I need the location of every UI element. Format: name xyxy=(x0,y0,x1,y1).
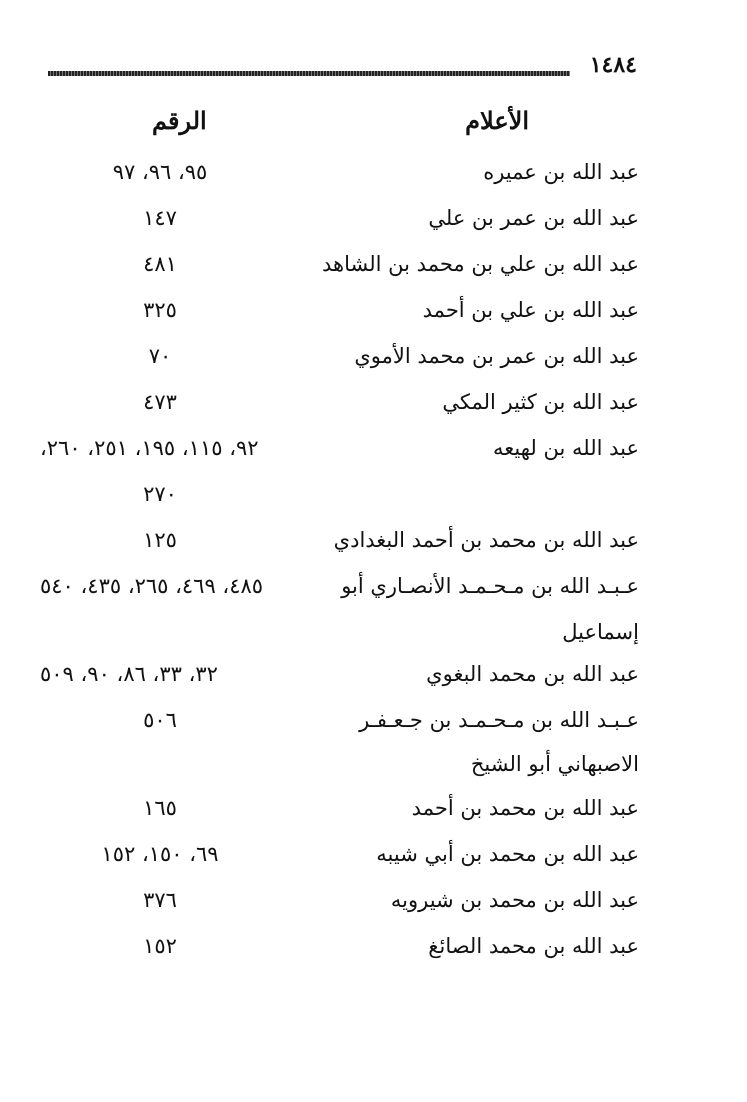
index-row xyxy=(0,620,747,660)
entry-name: عبد الله بن عمر بن علي xyxy=(428,206,639,230)
entry-numbers: ٣٢٥ xyxy=(143,298,177,322)
entry-numbers: ١٢٥ xyxy=(143,528,177,552)
index-row xyxy=(0,252,747,292)
index-row xyxy=(0,934,747,974)
entry-name: عبد الله بن محمد بن أحمد xyxy=(411,796,639,820)
index-row xyxy=(0,482,747,522)
entry-name: عـبـد الله بن مـحـمـد بن جـعـفـر xyxy=(359,708,639,732)
entry-name: عبد الله بن محمد بن أحمد البغدادي xyxy=(333,528,639,552)
index-row xyxy=(0,752,747,792)
index-row xyxy=(0,298,747,338)
entry-name: عبد الله بن عميره xyxy=(483,160,639,184)
entry-numbers: ٧٠ xyxy=(148,344,172,368)
entry-numbers: ٤٨١ xyxy=(143,252,177,276)
index-row xyxy=(0,436,747,476)
entry-name: عبد الله بن كثير المكي xyxy=(442,390,639,414)
entry-name: عبد الله بن علي بن أحمد xyxy=(422,298,639,322)
entry-numbers: ٤٧٣ xyxy=(143,390,177,414)
entry-numbers: ١٤٧ xyxy=(143,206,177,230)
index-row xyxy=(0,888,747,928)
entry-numbers: ٥٠٦ xyxy=(143,708,177,732)
index-row xyxy=(0,528,747,568)
index-row xyxy=(0,574,747,614)
page-number: ١٤٨٤ xyxy=(589,52,637,78)
entry-name: عبد الله بن محمد البغوي xyxy=(426,662,639,686)
header-rule xyxy=(48,71,570,76)
index-row xyxy=(0,390,747,430)
index-row xyxy=(0,796,747,836)
entry-numbers: ٦٩، ١٥٠، ١٥٢ xyxy=(101,842,219,866)
index-row xyxy=(0,842,747,882)
entry-name: عبد الله بن لهيعه xyxy=(493,436,639,460)
entry-numbers: ١٦٥ xyxy=(143,796,177,820)
column-header-numbers: الرقم xyxy=(152,106,207,135)
entry-numbers: ٤٨٥، ٤٦٩، ٢٦٥، ٤٣٥، ٥٤٠ xyxy=(40,574,264,598)
index-row xyxy=(0,160,747,200)
entry-numbers: ٣٢، ٣٣، ٨٦، ٩٠، ٥٠٩ xyxy=(40,662,218,686)
entry-name: عبد الله بن علي بن محمد بن الشاهد xyxy=(322,252,639,276)
entry-name: عـبـد الله بن مـحـمـد الأنصـاري أبو xyxy=(341,574,639,598)
entry-numbers: ٣٧٦ xyxy=(143,888,177,912)
index-row xyxy=(0,344,747,384)
entry-name: الاصبهاني أبو الشيخ xyxy=(470,752,639,776)
entry-name: إسماعيل xyxy=(562,620,639,644)
entry-numbers: ١٥٢ xyxy=(143,934,177,958)
column-header-names: الأعلام xyxy=(465,106,529,135)
index-row xyxy=(0,662,747,702)
index-row xyxy=(0,206,747,246)
entry-name: عبد الله بن محمد بن أبي شيبه xyxy=(376,842,639,866)
entry-name: عبد الله بن عمر بن محمد الأموي xyxy=(354,344,639,368)
entry-name: عبد الله بن محمد الصائغ xyxy=(428,934,639,958)
entry-numbers: ٩٢، ١١٥، ١٩٥، ٢٥١، ٢٦٠، xyxy=(40,436,259,460)
entry-name: عبد الله بن محمد بن شيرويه xyxy=(390,888,639,912)
entry-numbers: ٢٧٠ xyxy=(143,482,177,506)
index-row xyxy=(0,708,747,748)
entry-numbers: ٩٥، ٩٦، ٩٧ xyxy=(112,160,208,184)
